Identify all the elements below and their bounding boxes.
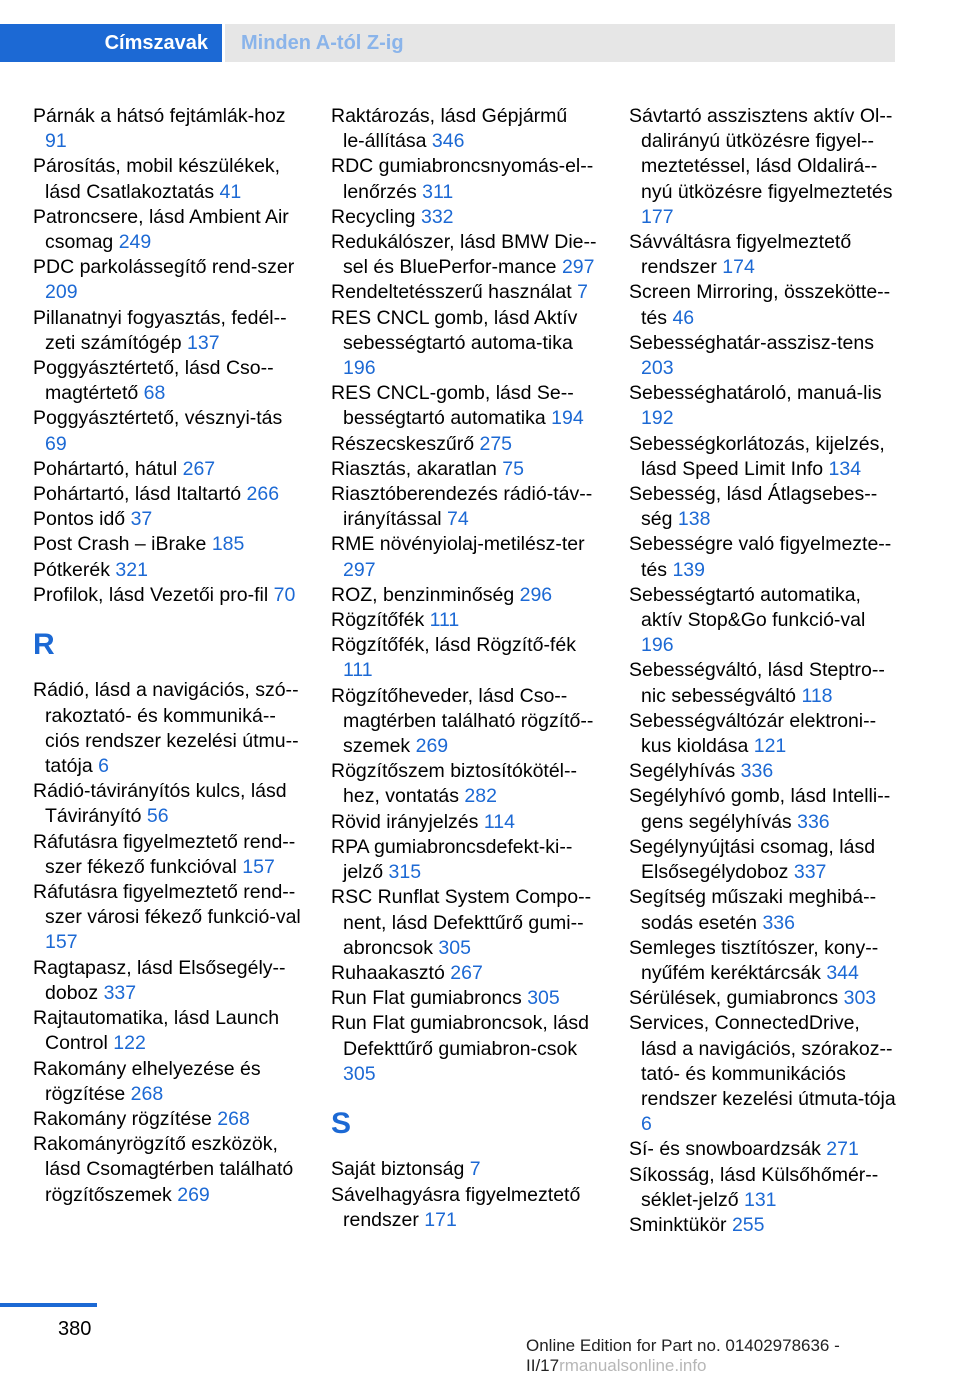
page-link[interactable]: 157 (242, 855, 275, 878)
entry-text: Sebességváltózár elektroni-kus kioldása (629, 709, 877, 758)
index-entry (33, 154, 301, 204)
entry-text: Rögzítőfék, lásd Rögzítő-fék (331, 634, 576, 657)
page-link[interactable]: 332 (420, 205, 454, 228)
page-link[interactable]: 255 (731, 1213, 765, 1236)
entry-text: Poggyásztértető, lásd Cso-magtértető (33, 357, 274, 405)
index-entry (33, 205, 301, 255)
index-entry (629, 432, 897, 482)
index-entry (33, 956, 301, 1006)
page-link[interactable]: 69 (45, 432, 67, 455)
page-link[interactable]: 122 (113, 1032, 146, 1055)
index-entry (629, 482, 897, 532)
page-link[interactable]: 203 (641, 357, 674, 380)
entry-text: Profilok, lásd Vezetői pro-fil (33, 583, 269, 606)
page-link[interactable]: 337 (103, 981, 137, 1004)
page-link[interactable]: 138 (677, 508, 711, 531)
entry-text: Ragtapasz, lásd Elsősegély-doboz (33, 956, 286, 1004)
index-entry (629, 759, 897, 784)
index-entry (331, 961, 599, 986)
entry-text: Segélyhívás (629, 760, 736, 783)
entry-text: Ráfutásra figyelmeztető rend-szer fékező funkcióval (33, 830, 296, 878)
entry-text: Saját biztonság (331, 1158, 465, 1181)
index-entry (33, 678, 301, 779)
entry-text: Pohártartó, lásd Italtartó (33, 483, 242, 506)
entry-text: RDC gumiabroncsnyomás-el-lenőrzés (331, 155, 594, 203)
entry-text: Pohártartó, hátul (33, 457, 178, 480)
index-entry (629, 986, 897, 1011)
index-entry (331, 104, 599, 154)
entry-text: RPA gumiabroncsdefekt-ki-jelző (331, 835, 573, 884)
page-link[interactable]: 209 (45, 281, 78, 304)
page-link[interactable]: 134 (828, 457, 862, 480)
index-entry (33, 1107, 301, 1132)
entry-text: RSC Runflat System Compo-nent, lásd Defekttűrő gumi-abroncsok (331, 886, 592, 959)
page-link[interactable]: 346 (431, 130, 465, 153)
entry-text: PDC parkolássegítő rend-szer (33, 256, 295, 279)
page-link[interactable]: 311 (422, 180, 454, 203)
page-link[interactable]: 267 (182, 457, 216, 480)
page-link[interactable]: 185 (211, 533, 245, 556)
entry-text: Ráfutásra figyelmeztető rend-szer városi fékező funkció-val (33, 881, 301, 929)
entry-text: Rögzítőheveder, lásd Cso-magtérben található rögzítő-szemek (331, 684, 594, 758)
index-entry (331, 885, 599, 961)
entry-text: RES CNCL-gomb, lásd Se-bességtartó automatika (331, 382, 574, 430)
entry-text: Rádió, lásd a navigációs, szó-rakoztató- és kommuniká-ciós rendszer kezelési útmu-tatója (33, 679, 299, 778)
index-entry (33, 1132, 301, 1208)
entry-text: Sebességváltó, lásd Steptro-nic sebességváltó (629, 659, 885, 707)
entry-text: Sebesség, lásd Átlagsebes-ség (629, 483, 878, 531)
entry-text: Pontos idő (33, 508, 126, 531)
page-link[interactable]: 196 (641, 634, 674, 657)
index-entry (629, 583, 897, 659)
entry-text: RME növényiolaj-metilész-ter (331, 533, 585, 556)
index-entry (629, 658, 897, 708)
entry-text: Segítség műszaki meghibá-sodás esetén (629, 886, 877, 934)
index-entry (33, 482, 301, 507)
page-link[interactable]: 131 (743, 1188, 777, 1211)
entry-text: Patroncsere, lásd Ambient Air csomag (33, 205, 289, 254)
index-entry (629, 936, 897, 986)
entry-text: Sebességhatár-asszisz-tens (629, 331, 874, 354)
entry-text: Síkosság, lásd Külsőhőmér-séklet-jelző (629, 1163, 879, 1211)
page-link[interactable]: 266 (246, 483, 280, 506)
index-column-3 (629, 104, 897, 1238)
entry-text: Riasztás, akaratlan (331, 457, 497, 480)
index-column-1 (33, 104, 301, 1208)
entry-text: Redukálószer, lásd BMW Die-sel és BluePerfor-mance (331, 231, 597, 279)
page-link[interactable]: 321 (115, 558, 148, 581)
page-link[interactable]: 305 (438, 936, 471, 959)
page-link[interactable]: 336 (740, 760, 774, 783)
entry-text: Ruhaakasztó (331, 961, 445, 984)
page-link[interactable]: 70 (273, 583, 296, 606)
index-entry (629, 1213, 897, 1238)
section-letter: R (33, 628, 55, 662)
page-link[interactable]: 296 (519, 583, 553, 606)
page-link[interactable]: 344 (826, 961, 859, 984)
page-link[interactable]: 269 (415, 735, 449, 758)
page-link[interactable]: 74 (447, 508, 469, 531)
page-link[interactable]: 6 (98, 755, 109, 778)
page-link[interactable]: 114 (483, 810, 515, 833)
index-entry (33, 1057, 301, 1107)
page-link[interactable]: 297 (343, 558, 376, 581)
page-link[interactable]: 305 (527, 987, 560, 1010)
index-entry (629, 532, 897, 582)
page-link[interactable]: 91 (45, 130, 67, 153)
page-link[interactable]: 37 (130, 508, 153, 531)
page-link[interactable]: 267 (450, 961, 483, 984)
page-link[interactable]: 177 (641, 205, 674, 228)
index-entry (629, 381, 897, 431)
entry-text: Recycling (331, 205, 416, 228)
entry-text: Sávtartó asszisztens aktív Ol-dalirányú ütközésre figyel-meztetéssel, lásd Oldalirá-nyú ütközésre figyelmeztetés (629, 105, 893, 203)
index-entry (331, 1011, 599, 1087)
index-entry (331, 1183, 599, 1233)
entry-text: Screen Mirroring, összekötte-tés (629, 281, 891, 329)
page-link[interactable]: 157 (45, 931, 78, 954)
edition-text: Online Edition for Part no. 01402978636 - II/17 (526, 1336, 840, 1375)
index-entry (331, 810, 599, 835)
entry-text: Rakományrögzítő eszközök, lásd Csomagtérben található rögzítőszemek (33, 1133, 294, 1206)
page-link[interactable]: 137 (187, 331, 220, 354)
page-link[interactable]: 111 (343, 659, 373, 682)
page-link[interactable]: 268 (130, 1082, 164, 1105)
index-entry (629, 280, 897, 330)
index-entry (33, 779, 301, 829)
entry-text: Semleges tisztítószer, kony-nyűfém keréktárcsák (629, 936, 879, 984)
page-link[interactable]: 268 (217, 1107, 250, 1130)
page-link[interactable]: 139 (672, 558, 705, 581)
page-link[interactable]: 196 (343, 357, 376, 380)
page-link[interactable]: 121 (753, 735, 787, 758)
index-entry (629, 104, 897, 230)
page-link[interactable]: 7 (469, 1158, 481, 1181)
index-entry (331, 230, 599, 280)
tab-cimszavak[interactable]: Címszavak (0, 24, 222, 62)
entry-text: Rövid irányjelzés (331, 810, 479, 833)
page-link[interactable]: 337 (793, 861, 827, 884)
index-entry (629, 885, 897, 935)
index-column-2 (331, 104, 599, 1233)
index-entry (33, 532, 301, 557)
footer-edition (526, 1336, 960, 1376)
page-link[interactable]: 111 (429, 609, 460, 632)
entry-text: Rakomány rögzítése (33, 1107, 212, 1130)
index-entry (33, 583, 301, 608)
index-entry (33, 306, 301, 356)
entry-text: Services, ConnectedDrive, lásd a navigációs, szórakoz-tató- és kommunikációs rendszer kezelési útmuta-tója (629, 1012, 896, 1110)
entry-text: Rögzítőszem biztosítókötél-hez, vontatás (331, 760, 578, 808)
index-entry (629, 784, 897, 834)
page-link[interactable]: 6 (641, 1113, 652, 1136)
index-entry (331, 684, 599, 760)
index-entry (33, 507, 301, 532)
page-link[interactable]: 194 (551, 407, 584, 430)
header-tabs (0, 24, 895, 62)
index-entry (331, 381, 599, 431)
entry-text: Rendeltetésszerű használat (331, 281, 572, 304)
section-letter: S (331, 1106, 352, 1140)
page-link[interactable]: 192 (641, 407, 674, 430)
page-link[interactable]: 336 (797, 810, 830, 833)
page-number: 380 (58, 1318, 92, 1340)
index-entry (331, 835, 599, 885)
index-entry (331, 457, 599, 482)
tab-minden-a-tol-z-ig[interactable]: Minden A-tól Z-ig (225, 24, 895, 62)
page-link[interactable]: 305 (343, 1062, 376, 1085)
entry-text: Sávelhagyásra figyelmeztető rendszer (331, 1183, 581, 1231)
index-entry (331, 154, 599, 204)
entry-text: RES CNCL gomb, lásd Aktív sebességtartó automa-tika (331, 306, 578, 354)
index-entry (331, 432, 599, 457)
page-link[interactable]: 41 (219, 180, 242, 203)
page-link[interactable]: 271 (826, 1138, 859, 1161)
entry-text: Sebességkorlátozás, kijelzés, lásd Speed Limit Info (629, 432, 885, 480)
index-entry (33, 406, 301, 456)
index-entry (629, 1163, 897, 1213)
index-entry (331, 608, 599, 633)
entry-text: ROZ, benzinminőség (331, 583, 515, 606)
page-link[interactable]: 315 (388, 861, 422, 884)
page-link[interactable]: 46 (672, 306, 695, 329)
page-link[interactable]: 174 (722, 256, 755, 279)
index-entry (331, 583, 599, 608)
index-entry (33, 104, 301, 154)
entry-text: Segélynyújtási csomag, lásd Elsősegélydoboz (629, 835, 876, 884)
entry-text: Rögzítőfék (331, 609, 425, 632)
index-entry (33, 356, 301, 406)
page-link[interactable]: 75 (502, 457, 524, 480)
index-entry (33, 457, 301, 482)
page-link[interactable]: 249 (118, 231, 152, 254)
entry-text: Sérülések, gumiabroncs (629, 987, 839, 1010)
entry-text: Sebességre való figyelmezte-tés (629, 533, 892, 581)
entry-text: Pótkerék (33, 558, 110, 581)
entry-text: Párosítás, mobil készülékek, lásd Csatlakoztatás (33, 155, 281, 203)
page-link[interactable]: 282 (464, 785, 497, 808)
entry-text: Segélyhívó gomb, lásd Intelli-gens segélyhívás (629, 785, 891, 833)
footer-rule (0, 1303, 97, 1307)
page-link[interactable]: 56 (146, 805, 169, 828)
page-link[interactable]: 171 (424, 1208, 457, 1231)
index-entry (629, 230, 897, 280)
page-link[interactable]: 68 (143, 382, 166, 405)
entry-text: Post Crash – iBrake (33, 533, 207, 556)
entry-text: Sebességtartó automatika, aktív Stop&Go funkció-val (629, 583, 866, 632)
index-entry (331, 532, 599, 582)
entry-text: Run Flat gumiabroncsok, lásd Defekttűrő gumiabron-csok (331, 1012, 589, 1060)
entry-text: Raktározás, lásd Gépjármű le-állítása (331, 105, 568, 153)
entry-text: Sí- és snowboardzsák (629, 1138, 821, 1161)
watermark-text: rmanualsonline.info (559, 1356, 707, 1375)
index-entry (331, 633, 599, 683)
index-entry (629, 835, 897, 885)
index-entry (629, 331, 897, 381)
entry-text: Poggyásztértető, vésznyi-tás (33, 407, 283, 430)
entry-text: Run Flat gumiabroncs (331, 987, 522, 1010)
entry-text: Részecskeszűrő (331, 432, 475, 455)
index-entry (331, 759, 599, 809)
page-link[interactable]: 336 (762, 911, 795, 934)
entry-text: Riasztóberendezés rádió-táv-irányítással (331, 483, 593, 531)
index-entry (331, 280, 599, 305)
entry-text: Párnák a hátsó fejtámlák-hoz (33, 105, 286, 127)
index-entry (331, 1157, 599, 1182)
entry-text: Rajtautomatika, lásd Launch Control (33, 1007, 280, 1055)
page-link[interactable]: 275 (479, 432, 513, 455)
page-link[interactable]: 269 (177, 1183, 210, 1206)
index-entry (331, 306, 599, 382)
page-link[interactable]: 7 (577, 281, 588, 304)
entry-text: Sminktükör (629, 1213, 727, 1236)
entry-text: Pillanatnyi fogyasztás, fedél-zeti számítógép (33, 306, 287, 354)
index-entry (33, 255, 301, 305)
page-link[interactable]: 118 (801, 684, 833, 707)
index-entry (629, 1137, 897, 1162)
entry-text: Sávváltásra figyelmeztető rendszer (629, 231, 852, 279)
index-entry (33, 880, 301, 956)
index-entry (629, 1011, 897, 1137)
page-link[interactable]: 297 (561, 256, 595, 279)
page-link[interactable]: 303 (843, 987, 877, 1010)
entry-text: Rádió-távirányítós kulcs, lásd Távirányító (33, 780, 287, 828)
index-entry (331, 205, 599, 230)
index-entry (331, 482, 599, 532)
entry-text: Sebességhatároló, manuá-lis (629, 382, 882, 405)
entry-text: Rakomány elhelyezése és rögzítése (33, 1057, 261, 1105)
index-entry (33, 558, 301, 583)
index-entry (33, 1006, 301, 1056)
index-entry (331, 986, 599, 1011)
index-entry (629, 709, 897, 759)
index-entry (33, 830, 301, 880)
